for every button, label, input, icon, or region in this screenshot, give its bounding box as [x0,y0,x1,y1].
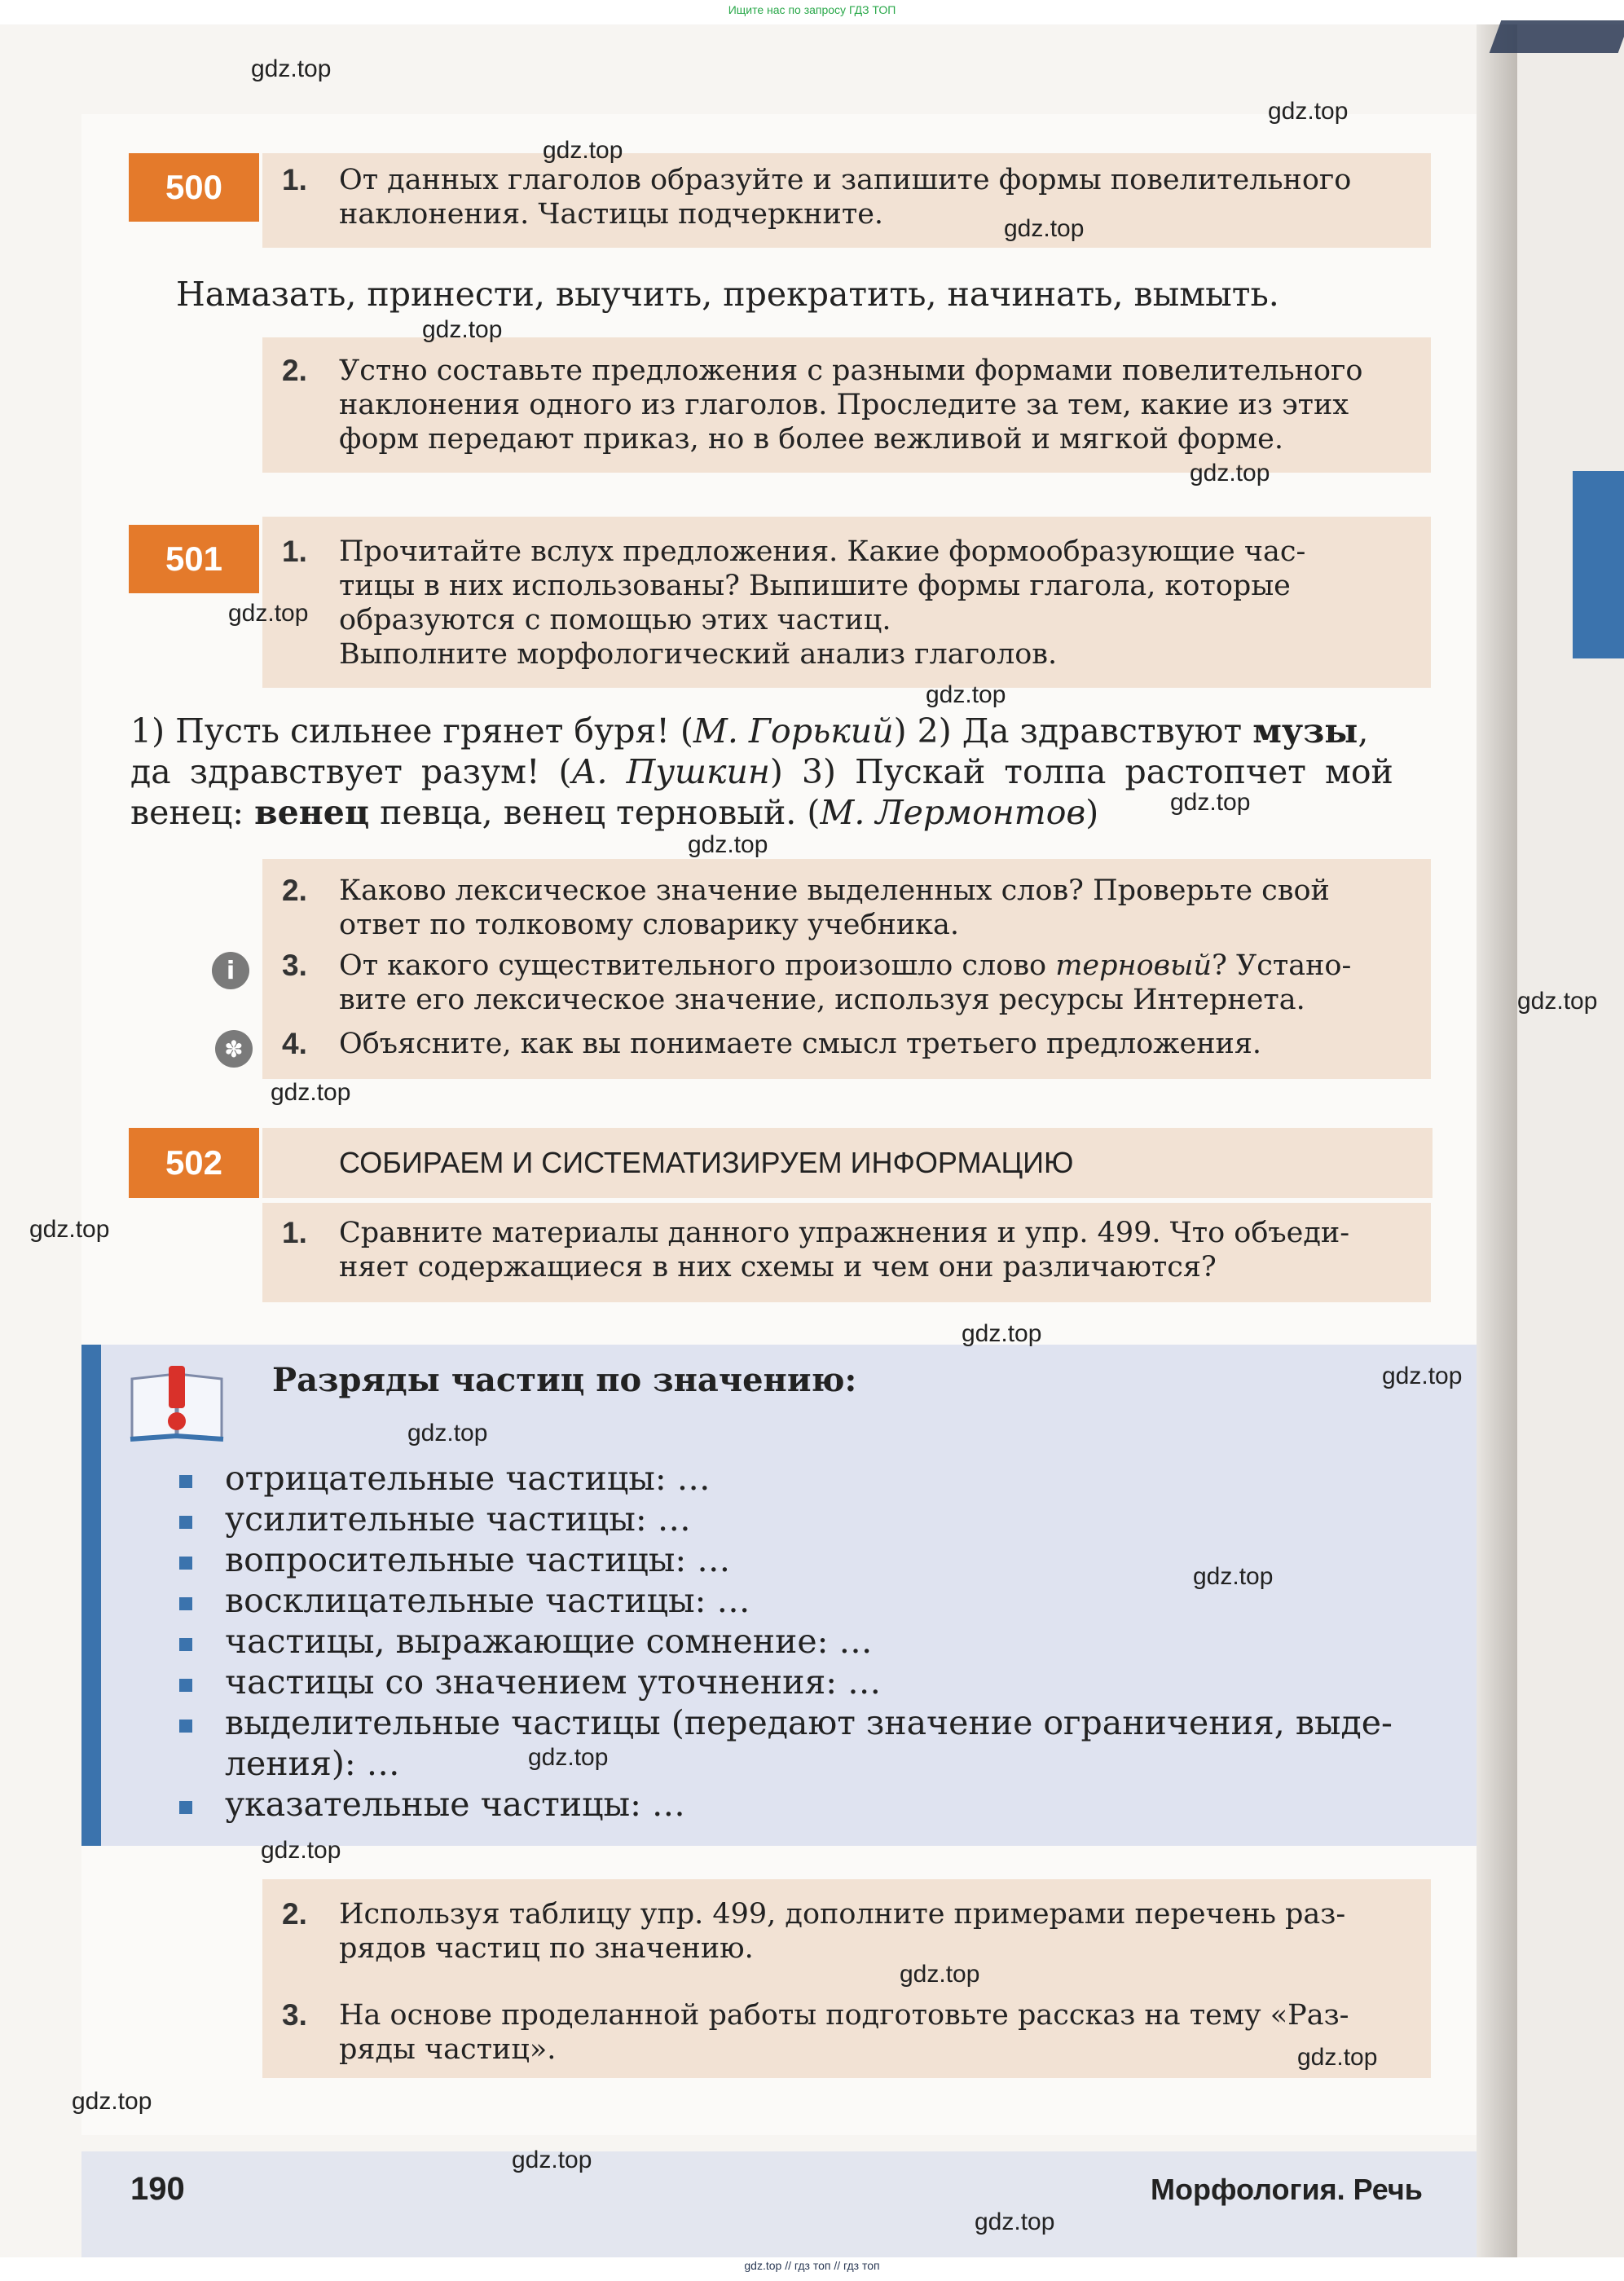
bullet [179,1557,192,1570]
task-line: наклонения. Частицы подчеркните. [339,198,884,231]
task-number: 1. [282,535,307,568]
rule-item: отрицательные частицы: … [225,1459,711,1498]
top-note: Ищите нас по запросу ГДЗ ТОП [728,3,896,16]
quote-line-3: венец: венец певца, венец терновый. (М. Лермонтов) [130,793,1099,832]
section-title: Морфология. Речь [1151,2173,1423,2206]
bullet [179,1679,192,1692]
rule-item: усилительные частицы: … [225,1499,691,1539]
task-line: няет содержащиеся в них схемы и чем они различаются? [339,1251,1217,1284]
task-line: На основе проделанной работы подготовьте рассказ на тему «Раз- [339,1999,1349,2032]
task-number: 3. [282,949,307,982]
exercise-number-501: 501 [129,525,259,593]
task-line: От какого существительного произошло слово терновый? Устано- [339,949,1352,982]
task-line: вите его лексическое значение, используя ресурсы Интернета. [339,984,1305,1016]
task-line: Каково лексическое значение выделенных слов? Проверьте свой [339,874,1330,907]
important-icon [127,1366,227,1442]
section-header [262,1128,1433,1198]
task-line: ряды частиц». [339,2033,557,2066]
asterisk-icon: ✽ [215,1030,253,1068]
task-line: Выполните морфологический анализ глаголов. [339,638,1058,671]
info-icon: i [212,952,249,989]
watermark: gdz.top [512,2147,592,2173]
watermark: gdz.top [29,1216,110,1243]
watermark: gdz.top [962,1320,1042,1347]
quote-line-2: да здравствует разум! (А. Пушкин) 3) Пускай толпа растопчет мой [130,752,1393,791]
watermark: gdz.top [1193,1563,1274,1590]
rule-item: восклицательные частицы: … [225,1581,750,1620]
quote-line-1: 1) Пусть сильнее грянет буря! (М. Горький) 2) Да здравствуют музы, [130,711,1369,751]
watermark: gdz.top [528,1744,609,1771]
task-502-2-3 [262,1879,1431,2078]
exercise-number-500: 500 [129,153,259,222]
task-line: образуются с помощью этих частиц. [339,604,891,636]
watermark: gdz.top [1268,98,1349,125]
exercise-number-502: 502 [129,1128,259,1198]
task-line: Прочитайте вслух предложения. Какие формообразующие час- [339,535,1306,568]
task-number: 1. [282,163,307,196]
rule-bar [81,1345,101,1846]
task-500-2 [262,337,1431,473]
watermark: gdz.top [72,2088,152,2115]
task-number: 3. [282,1998,307,2032]
bullet [179,1638,192,1651]
bullet [179,1801,192,1814]
task-line: наклонения одного из глаголов. Проследите за тем, какие из этих [339,389,1349,421]
task-line: форм передают приказ, но в более вежливой и мягкой форме. [339,423,1284,456]
task-line: Объясните, как вы понимаете смысл третьего предложения. [339,1028,1262,1060]
watermark: gdz.top [407,1420,488,1447]
task-line: Сравните материалы данного упражнения и упр. 499. Что объеди- [339,1217,1350,1249]
task-number: 2. [282,1897,307,1931]
watermark: gdz.top [1004,215,1085,242]
task-line: рядов частиц по значению. [339,1932,754,1965]
watermark: gdz.top [261,1837,341,1864]
watermark: gdz.top [975,2208,1055,2235]
task-number: 2. [282,354,307,387]
verb-list: Намазать, принести, выучить, прекратить, начинать, вымыть. [176,275,1279,314]
watermark: gdz.top [422,316,503,343]
task-line: От данных глаголов образуйте и запишите формы повелительного [339,164,1352,196]
rule-item: частицы со значением уточнения: … [225,1662,882,1702]
task-line: тицы в них использованы? Выпишите формы глагола, которые [339,570,1291,602]
watermark: gdz.top [228,600,309,627]
watermark: gdz.top [1190,460,1270,487]
task-line: Устно составьте предложения с разными формами повелительного [339,354,1363,387]
rule-item-continued: ления): … [225,1744,400,1783]
task-line: Используя таблицу упр. 499, дополните примерами перечень раз- [339,1898,1346,1931]
watermark: gdz.top [543,137,623,164]
watermark: gdz.top [251,55,332,82]
bullet [179,1516,192,1529]
watermark: gdz.top [926,681,1006,708]
next-page-corner [1490,20,1624,53]
task-501-1 [262,517,1431,688]
watermark: gdz.top [1382,1363,1463,1389]
book-spine [1477,24,1517,2257]
task-500-1 [262,153,1431,248]
rule-item: вопросительные частицы: … [225,1540,731,1579]
watermark: gdz.top [271,1079,351,1106]
next-page-tab [1573,471,1624,658]
rule-item: частицы, выражающие сомнение: … [225,1622,873,1661]
task-line: ответ по толковому словарику учебника. [339,909,960,941]
task-number: 1. [282,1216,307,1249]
rule-title: Разряды частиц по значению: [272,1361,857,1399]
watermark: gdz.top [900,1961,980,1988]
task-502-1 [262,1203,1431,1302]
watermark: gdz.top [1297,2044,1378,2071]
next-page-edge [1517,24,1624,2257]
watermark: gdz.top [688,831,768,858]
bullet [179,1597,192,1610]
watermark: gdz.top [1517,988,1598,1015]
page-number: 190 [130,2171,185,2207]
rule-item: выделительные частицы (передают значение ограничения, выде- [225,1703,1393,1742]
task-number: 4. [282,1027,307,1060]
bullet [179,1720,192,1733]
bottom-note: gdz.top // гдз топ // гдз топ [744,2259,880,2272]
watermark: gdz.top [1170,789,1251,816]
task-501-2-4 [262,859,1431,1079]
bullet [179,1475,192,1488]
section-header-text: СОБИРАЕМ И СИСТЕМАТИЗИРУЕМ ИНФОРМАЦИЮ [339,1146,1074,1179]
rule-item: указательные частицы: … [225,1785,685,1824]
task-number: 2. [282,874,307,907]
